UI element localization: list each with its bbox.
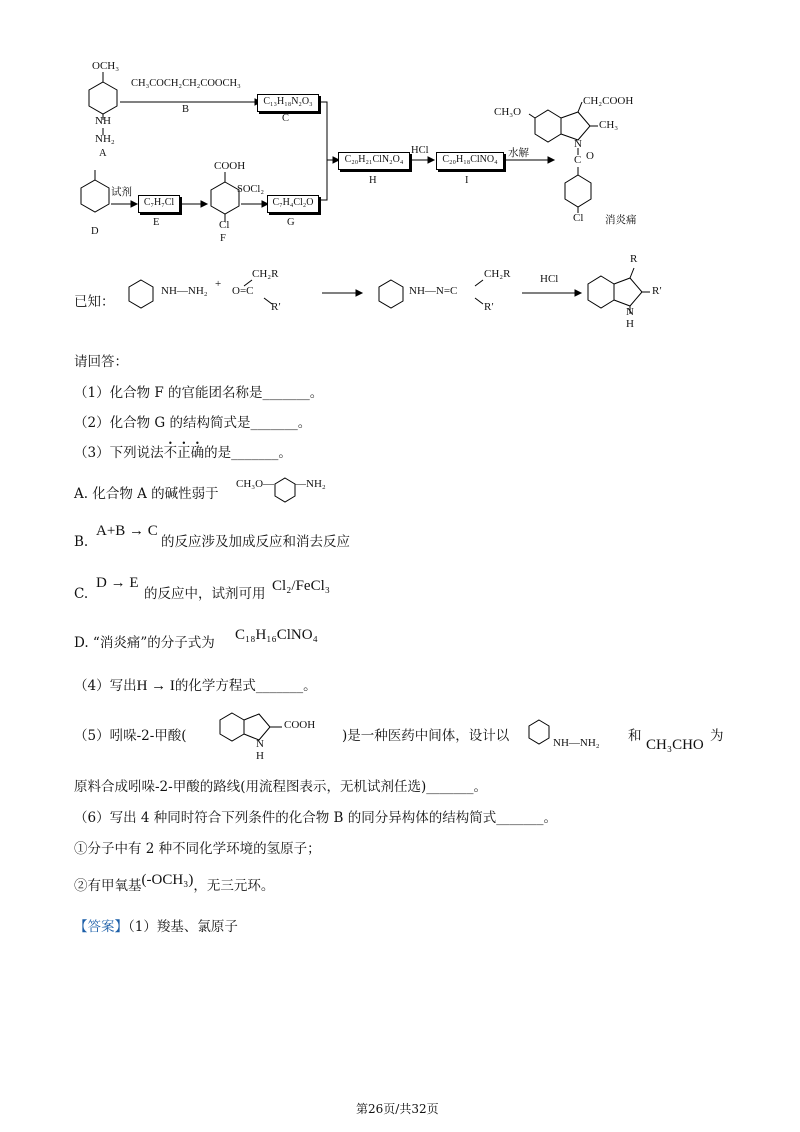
question-4 — [74, 677, 317, 695]
question-4-tail: 的化学方程式_______。 — [174, 678, 317, 694]
product-pyrrole-ring — [561, 112, 590, 140]
compound-g-formula: C₇H₄Cl₂O — [272, 197, 314, 208]
product-meo: CH₃O — [494, 106, 522, 118]
known-h: H — [626, 318, 634, 330]
reagent-e: 试剂 — [111, 187, 132, 198]
product-cl: Cl — [573, 212, 584, 224]
compound-i-box — [436, 152, 504, 170]
q5-indole-n: N — [256, 738, 264, 750]
compound-f-cl: Cl — [219, 219, 230, 231]
compound-g-box — [267, 195, 319, 213]
answer-1: （1）羧基、氯原子 — [128, 919, 238, 935]
product-n: N — [574, 138, 582, 150]
question-3-tail: 的是_______。 — [204, 445, 292, 461]
product-name: 消炎痛 — [605, 215, 637, 226]
option-c-reagent: Cl₂/FeCl₃ — [272, 578, 330, 594]
questions-intro: 请回答： — [74, 354, 128, 370]
product-ch3: CH₃ — [599, 119, 619, 131]
compound-h-formula: C₂₀H₂₁ClN₂O₄ — [344, 154, 404, 165]
condition-2-lead: ②有甲氧基 — [74, 878, 142, 894]
compound-a-label: A — [99, 148, 107, 159]
synthesis-scheme-graphics — [0, 0, 800, 240]
compound-e-label: E — [153, 217, 160, 228]
compound-d-label: D — [91, 226, 99, 237]
condition-2-tail: ，无三元环。 — [193, 878, 275, 894]
known-r: R — [630, 253, 638, 265]
product-chlorophenyl-ring — [565, 175, 591, 207]
known-rprime: R′ — [271, 301, 281, 313]
compound-e-formula: C₇H₇Cl — [143, 197, 175, 208]
product-ch2cooh: CH₂COOH — [583, 95, 634, 107]
option-c-letter: C. — [74, 586, 89, 602]
compound-i-label: I — [465, 175, 469, 186]
q5-acetaldehyde: CH₃CHO — [646, 737, 704, 753]
compound-d-ring — [81, 180, 109, 212]
option-graphics — [0, 470, 800, 770]
known-ketone: O=C — [232, 285, 254, 297]
compound-a-ring — [89, 82, 117, 114]
merge-lines — [319, 102, 327, 200]
known-phenylhydrazine: NH—NH₂ — [161, 285, 208, 297]
question-5-tail: 原料合成吲哚-2-甲酸的路线(用流程图表示，无机试剂任选)_______。 — [74, 779, 487, 795]
product-benzene-ring — [535, 110, 561, 142]
reagent-g: SOCl₂ — [237, 184, 265, 195]
question-2: （2）化合物 G 的结构简式是_______。 — [74, 415, 312, 431]
option-a-text: A. 化合物 A 的碱性弱于 — [74, 486, 219, 502]
reagent-i: HCl — [411, 145, 429, 156]
compound-h-label: H — [369, 175, 377, 186]
known-hydrazone: NH—N=C — [409, 285, 458, 297]
condition-2 — [74, 872, 275, 895]
question-4-equation: H → I — [136, 678, 175, 694]
option-d-formula: C₁₈H₁₆ClNO₄ — [235, 627, 318, 643]
option-b-text: 的反应涉及加成反应和消去反应 — [161, 534, 350, 550]
option-d-text: D. “消炎痛”的分子式为 — [74, 635, 215, 651]
compound-c-box — [257, 94, 319, 112]
option-a-mol-right: —NH₂ — [295, 478, 326, 490]
compound-a-nh: NH — [95, 115, 111, 127]
compound-e-box — [138, 195, 180, 213]
answer-tag: 【答案】 — [74, 919, 128, 935]
reagent-b: CH₃COCH₂CH₂COOCH₃ — [131, 78, 241, 89]
compound-c-label: C — [282, 113, 290, 124]
known-reaction-graphics — [0, 258, 800, 338]
option-c-text: 的反应中，试剂可用 — [144, 586, 266, 602]
known-rprime-2: R′ — [484, 301, 494, 313]
question-5-lead: （5）吲哚-2-甲酸( — [74, 728, 187, 744]
condition-2-methoxy: (-OCH₃) — [141, 872, 194, 888]
known-hcl: HCl — [540, 273, 559, 285]
emphasis-char-3: 确 — [190, 445, 205, 461]
question-3 — [74, 444, 292, 462]
question-1: （1）化合物 F 的官能团名称是_______。 — [74, 385, 324, 401]
option-c-equation: D → E — [96, 575, 139, 591]
known-rprime-3: R′ — [652, 285, 662, 297]
emphasis-char-2: 正 — [177, 445, 191, 461]
reagent-hydrolysis: 水解 — [508, 148, 529, 159]
product-carbonyl-c: C — [574, 154, 582, 166]
known-ch2r: CH₂R — [252, 268, 279, 280]
compound-c-formula: C₁₃H₁₈N₂O₃ — [263, 96, 313, 107]
q5-indole-cooh: COOH — [284, 719, 316, 731]
question-4-lead: （4）写出 — [74, 678, 137, 694]
compound-f-label: F — [220, 233, 226, 244]
page-footer: 第26页/共32页 — [356, 1102, 439, 1116]
known-prefix: 已知： — [74, 294, 115, 310]
compound-g-label: G — [287, 217, 295, 228]
emphasis-char-1: 不 — [163, 445, 178, 461]
known-ch2r-2: CH₂R — [484, 268, 511, 280]
product-carbonyl-o: O — [586, 150, 594, 162]
compound-f-cooh: COOH — [214, 160, 246, 172]
condition-1: ①分子中有 2 种不同化学环境的氢原子； — [74, 841, 321, 857]
known-plus: + — [215, 278, 222, 290]
question-6: （6）写出 4 种同时符合下列条件的化合物 B 的同分异构体的结构简式_______。 — [74, 810, 558, 826]
reagent-b-label: B — [182, 104, 190, 115]
question-5-wei: 为 — [710, 728, 724, 744]
compound-a-och3: OCH₃ — [92, 60, 120, 72]
compound-f-ring — [211, 182, 239, 214]
answer-line — [74, 918, 238, 936]
option-b-equation: A+B → C — [96, 523, 158, 539]
known-n: N — [626, 306, 634, 318]
question-5-and: 和 — [628, 728, 642, 744]
q5-phenylhydrazine: NH—NH₂ — [553, 737, 600, 749]
compound-i-formula: C₂₀H₁₈ClNO₄ — [442, 154, 498, 165]
question-5-mid: )是一种医药中间体，设计以 — [342, 728, 510, 744]
compound-a-nh2: NH₂ — [95, 133, 115, 145]
option-b-letter: B. — [74, 534, 89, 550]
question-3-lead: （3）下列说法 — [74, 445, 164, 461]
option-a-mol-left: CH₃O— — [236, 478, 275, 490]
q5-indole-h: H — [256, 750, 264, 762]
compound-h-box — [338, 152, 410, 170]
